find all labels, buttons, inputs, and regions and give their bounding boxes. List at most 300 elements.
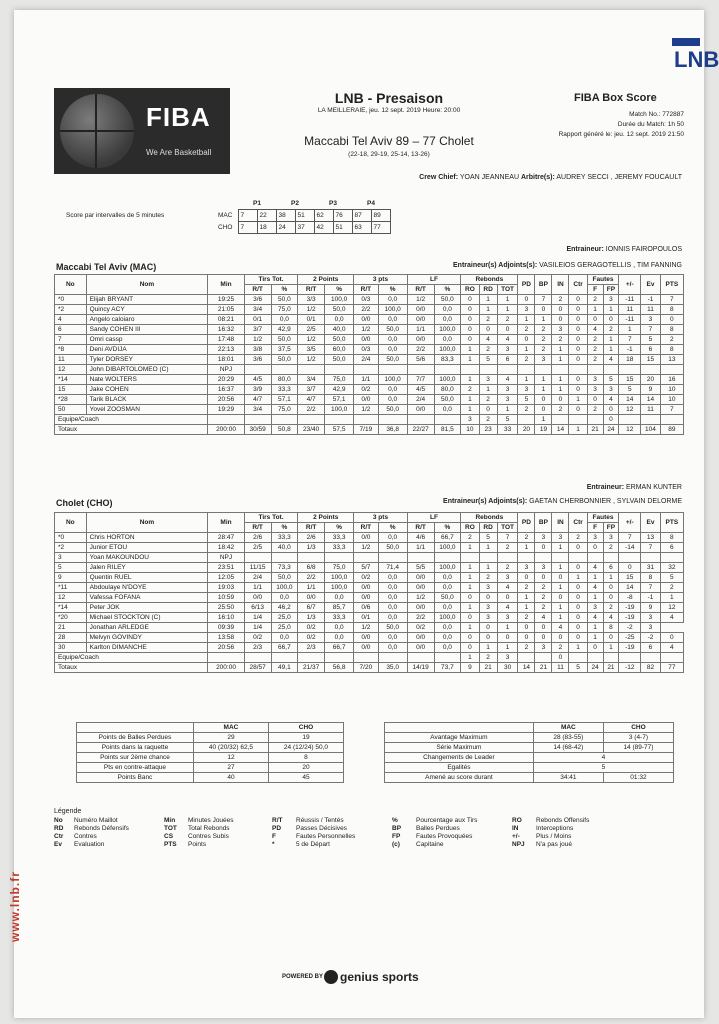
player-stat-cell: 1 xyxy=(552,583,569,593)
player-stat-cell: 0 xyxy=(603,315,619,325)
period-cell: 87 xyxy=(352,210,371,222)
totals-cell: 7/20 xyxy=(354,663,378,673)
player-stat-cell: 0 xyxy=(587,315,603,325)
summary-value: 5 xyxy=(533,763,673,773)
player-stat-cell: -19 xyxy=(619,643,641,653)
col-head-bp: BP xyxy=(535,513,552,533)
player-stat-cell: 2 xyxy=(552,405,569,415)
player-stat-cell: 2 xyxy=(535,603,552,613)
player-stat-cell: -14 xyxy=(619,543,641,553)
player-stat-cell: 18:42 xyxy=(208,543,244,553)
player-stat-cell: 1 xyxy=(603,573,619,583)
player-stat-cell: 0 xyxy=(552,593,569,603)
totals-row xyxy=(55,425,684,435)
player-stat-cell: 40,0 xyxy=(271,543,298,553)
team-coach-label: Equipe/Coach xyxy=(55,653,208,663)
totals-cell: 30/59 xyxy=(244,425,271,435)
totals-label: Totaux xyxy=(55,663,208,673)
player-stat-cell: 1/2 xyxy=(407,295,434,305)
summary-value: 20 xyxy=(268,763,343,773)
legend-desc: Contres Subis xyxy=(188,833,229,840)
player-stat-cell: 2 xyxy=(518,533,535,543)
player-stat-cell: 1 xyxy=(479,295,497,305)
player-stat-cell: 0/0 xyxy=(407,643,434,653)
player-stat-cell: 1 xyxy=(552,603,569,613)
totals-label: Totaux xyxy=(55,425,208,435)
player-stat-cell: 0/3 xyxy=(354,295,378,305)
player-stat-cell: 3/4 xyxy=(298,375,325,385)
totals-cell: 1 xyxy=(569,425,587,435)
team-coach-cell xyxy=(208,415,244,425)
player-stat-cell: 66,7 xyxy=(325,643,354,653)
player-stat-cell: 1/4 xyxy=(244,623,271,633)
legend-desc: Balles Perdues xyxy=(416,825,460,832)
player-stat-cell: 0,0 xyxy=(378,583,407,593)
player-stat-cell: 50,0 xyxy=(378,623,407,633)
summary-value: 29 xyxy=(193,733,268,743)
box-score-sheet xyxy=(8,10,719,1018)
player-stat-cell: 1/1 xyxy=(407,543,434,553)
col-head-fautes: Fautes xyxy=(587,275,619,285)
col-subhead: % xyxy=(434,285,461,295)
team-coach-cell xyxy=(587,415,603,425)
player-stat-cell: 1 xyxy=(603,345,619,355)
player-stat-cell: 2 xyxy=(535,335,552,345)
player-stat-cell: 08:21 xyxy=(208,315,244,325)
player-stat-cell: 1/1 xyxy=(407,325,434,335)
player-stat-cell xyxy=(407,365,434,375)
totals-cell: 77 xyxy=(660,663,683,673)
player-row xyxy=(55,345,684,355)
col-subhead: FP xyxy=(603,285,619,295)
player-stat-cell: 1 xyxy=(518,375,535,385)
player-stat-cell: 0,0 xyxy=(378,335,407,345)
player-name: Sandy COHEN III xyxy=(86,325,208,335)
player-stat-cell: 0/3 xyxy=(354,345,378,355)
player-stat-cell: 0/0 xyxy=(407,315,434,325)
player-stat-cell: 37,5 xyxy=(271,345,298,355)
player-stat-cell: 8 xyxy=(660,305,683,315)
player-stat-cell: 6/8 xyxy=(298,563,325,573)
player-stat-cell: 1 xyxy=(587,633,603,643)
player-stat-cell: 1 xyxy=(497,643,518,653)
player-name: Peter JOK xyxy=(86,603,208,613)
player-stat-cell: 1 xyxy=(569,643,587,653)
player-stat-cell: 4 xyxy=(587,613,603,623)
player-stat-cell: 0/0 xyxy=(354,593,378,603)
player-stat-cell: 0 xyxy=(552,395,569,405)
player-stat-cell: 0 xyxy=(535,405,552,415)
player-stat-cell: NPJ xyxy=(208,553,244,563)
player-stat-cell: 6 xyxy=(55,325,87,335)
player-stat-cell: 16:10 xyxy=(208,613,244,623)
player-name: Tarik BLACK xyxy=(86,395,208,405)
legend-abbr: F xyxy=(272,833,276,840)
summary-value: 8 xyxy=(268,753,343,763)
player-stat-cell: 0 xyxy=(461,643,479,653)
team-coach-cell: 0 xyxy=(552,653,569,663)
player-stat-cell: 0 xyxy=(535,633,552,643)
player-stat-cell: 1 xyxy=(479,305,497,315)
player-stat-cell: 3/7 xyxy=(244,325,271,335)
player-stat-cell: *2 xyxy=(55,305,87,315)
player-stat-cell: 100,0 xyxy=(378,305,407,315)
summary-label: Points dans la raquette xyxy=(77,743,194,753)
team-coach-cell xyxy=(407,653,434,663)
player-stat-cell xyxy=(479,365,497,375)
team-coach-row xyxy=(55,653,684,663)
assist-names: GAETAN CHERBONNIER , SYLVAIN DELORME xyxy=(529,498,682,505)
player-stat-cell: 1 xyxy=(461,345,479,355)
col-subhead: % xyxy=(271,285,298,295)
player-stat-cell: 0 xyxy=(518,633,535,643)
player-stat-cell: 1 xyxy=(497,295,518,305)
team-coach-cell: 0 xyxy=(603,415,619,425)
player-stat-cell: 0 xyxy=(535,573,552,583)
summary-value: 01:32 xyxy=(603,773,673,783)
player-stat-cell: 5 xyxy=(479,533,497,543)
player-stat-cell: 3/6 xyxy=(244,355,271,365)
final-score: Maccabi Tel Aviv 89 – 77 Cholet xyxy=(304,134,474,148)
fiba-logo xyxy=(54,88,230,174)
player-row xyxy=(55,593,684,603)
team-stats-table xyxy=(54,512,684,673)
player-stat-cell xyxy=(569,365,587,375)
period-team: CHO xyxy=(218,224,233,231)
player-stat-cell: 42,9 xyxy=(325,385,354,395)
player-stat-cell xyxy=(325,365,354,375)
col-head-in: IN xyxy=(552,275,569,295)
team-coach-cell: 2 xyxy=(479,653,497,663)
team-coach-cell xyxy=(325,415,354,425)
player-stat-cell: 9 xyxy=(641,603,660,613)
player-stat-cell: 4 xyxy=(660,643,683,653)
player-stat-cell: 18 xyxy=(619,355,641,365)
player-stat-cell: 1 xyxy=(497,405,518,415)
col-subhead: RO xyxy=(461,523,479,533)
player-stat-cell: 1 xyxy=(497,623,518,633)
player-stat-cell: 1 xyxy=(535,385,552,395)
player-stat-cell: 1 xyxy=(461,563,479,573)
player-stat-cell: 1 xyxy=(518,315,535,325)
player-stat-cell: 3 xyxy=(535,643,552,653)
player-stat-cell xyxy=(378,553,407,563)
player-stat-cell: 3 xyxy=(479,375,497,385)
player-stat-cell: 0 xyxy=(660,633,683,643)
player-stat-cell: 3/6 xyxy=(244,295,271,305)
player-stat-cell xyxy=(461,365,479,375)
player-stat-cell: 7 xyxy=(641,543,660,553)
player-stat-cell: 6 xyxy=(641,643,660,653)
player-row xyxy=(55,295,684,305)
player-stat-cell: 0,0 xyxy=(434,633,461,643)
player-stat-cell: 0,0 xyxy=(271,593,298,603)
player-stat-cell: 1 xyxy=(552,563,569,573)
col-head-no: No xyxy=(55,275,87,295)
period-cell: 42 xyxy=(314,222,333,234)
player-stat-cell: 1 xyxy=(518,603,535,613)
player-stat-cell xyxy=(535,365,552,375)
team-coach-cell xyxy=(354,653,378,663)
player-stat-cell: 2 xyxy=(552,335,569,345)
player-stat-cell: 0/2 xyxy=(244,633,271,643)
summary-value: 45 xyxy=(268,773,343,783)
player-stat-cell: 20:56 xyxy=(208,395,244,405)
player-stat-cell: 1/2 xyxy=(354,325,378,335)
period-cell: 51 xyxy=(295,210,314,222)
legend-title: Légende xyxy=(54,808,82,815)
player-stat-cell: 25,0 xyxy=(271,623,298,633)
legend-desc: Réussis / Tentés xyxy=(296,817,344,824)
player-stat-cell: 0 xyxy=(569,295,587,305)
team-coach-cell xyxy=(378,653,407,663)
player-stat-cell: 1/2 xyxy=(354,543,378,553)
player-stat-cell: 100,0 xyxy=(325,583,354,593)
col-subhead: % xyxy=(378,285,407,295)
summary-label: Egalités xyxy=(385,763,534,773)
player-stat-cell: 4 xyxy=(552,623,569,633)
player-stat-cell: 0,0 xyxy=(325,593,354,603)
player-stat-cell: 2 xyxy=(535,345,552,355)
player-stat-cell: 1/2 xyxy=(298,355,325,365)
player-stat-cell: 18:01 xyxy=(208,355,244,365)
player-stat-cell: 75,0 xyxy=(325,563,354,573)
player-stat-cell: 30 xyxy=(55,643,87,653)
summary-row xyxy=(385,763,674,773)
player-stat-cell: 13 xyxy=(660,355,683,365)
player-stat-cell: *28 xyxy=(55,395,87,405)
player-stat-cell xyxy=(407,553,434,563)
player-stat-cell: 3 xyxy=(587,385,603,395)
player-stat-cell: 2/3 xyxy=(244,643,271,653)
period-head: P1 xyxy=(253,200,261,207)
player-stat-cell: 80,0 xyxy=(434,385,461,395)
totals-cell: 14 xyxy=(518,663,535,673)
player-stat-cell: 0/2 xyxy=(407,623,434,633)
period-cell: 38 xyxy=(276,210,295,222)
player-row xyxy=(55,395,684,405)
player-stat-cell: 1/3 xyxy=(298,543,325,553)
referees: AUDREY SECCI , JEREMY FOUCAULT xyxy=(556,174,682,181)
player-stat-cell: 3 xyxy=(479,613,497,623)
team-coach-cell xyxy=(569,653,587,663)
player-stat-cell: 0 xyxy=(569,335,587,345)
col-head-group: LF xyxy=(407,513,461,523)
summary-row xyxy=(77,733,344,743)
player-row xyxy=(55,573,684,583)
player-stat-cell: 2/3 xyxy=(298,643,325,653)
player-stat-cell: 8 xyxy=(603,623,619,633)
player-stat-cell: 4/7 xyxy=(298,395,325,405)
player-stat-cell: 0 xyxy=(479,405,497,415)
player-stat-cell: 2/2 xyxy=(298,405,325,415)
team-coach-cell xyxy=(518,415,535,425)
player-stat-cell: 4 xyxy=(55,315,87,325)
player-stat-cell: 0,0 xyxy=(378,345,407,355)
lnb-logo xyxy=(672,38,719,138)
player-stat-cell: 1 xyxy=(552,375,569,385)
col-head-ev: Ev xyxy=(641,275,660,295)
player-name: Karlton DIMANCHE xyxy=(86,643,208,653)
player-stat-cell: 4 xyxy=(587,583,603,593)
player-stat-cell: 0 xyxy=(461,613,479,623)
legend-abbr: +/- xyxy=(512,833,520,840)
player-stat-cell: 2 xyxy=(518,643,535,653)
team-coach-cell xyxy=(641,415,660,425)
col-head-group: 3 pts xyxy=(354,513,408,523)
player-name: John DIBARTOLOMEO (C) xyxy=(86,365,208,375)
period-cell: 62 xyxy=(314,210,333,222)
player-stat-cell: 3 xyxy=(497,573,518,583)
player-stat-cell: *2 xyxy=(55,543,87,553)
legend-abbr: FP xyxy=(392,833,401,840)
player-name: Junior ETOU xyxy=(86,543,208,553)
player-stat-cell: 50,0 xyxy=(271,335,298,345)
player-stat-cell: 0,0 xyxy=(378,643,407,653)
player-stat-cell: 0,0 xyxy=(378,315,407,325)
player-stat-cell: 100,0 xyxy=(325,295,354,305)
player-stat-cell: 0,0 xyxy=(271,633,298,643)
totals-cell: 200:00 xyxy=(208,425,244,435)
player-stat-cell: 3 xyxy=(479,583,497,593)
team-coach xyxy=(284,484,682,491)
player-stat-cell: 0,0 xyxy=(378,385,407,395)
totals-cell: 21 xyxy=(479,663,497,673)
player-stat-cell: 2 xyxy=(587,335,603,345)
player-stat-cell: 0,0 xyxy=(378,533,407,543)
player-stat-cell: 0 xyxy=(518,295,535,305)
legend-abbr: IN xyxy=(512,825,519,832)
col-subhead: % xyxy=(434,523,461,533)
player-stat-cell: -8 xyxy=(619,593,641,603)
player-stat-cell: 1 xyxy=(603,643,619,653)
player-stat-cell: 1 xyxy=(461,355,479,365)
player-stat-cell: 1 xyxy=(461,583,479,593)
summary-head xyxy=(77,723,194,733)
player-stat-cell: 0 xyxy=(569,355,587,365)
player-stat-cell: 1/2 xyxy=(298,335,325,345)
team-coach-cell xyxy=(298,415,325,425)
player-stat-cell: 0/0 xyxy=(354,533,378,543)
player-stat-cell: 4 xyxy=(587,325,603,335)
player-stat-cell: 2/5 xyxy=(298,325,325,335)
player-name: Tyler DORSEY xyxy=(86,355,208,365)
player-stat-cell: 4 xyxy=(479,335,497,345)
player-stat-cell: 0 xyxy=(569,593,587,603)
quarter-scores: (22-18, 29-19, 25-14, 13-26) xyxy=(348,151,430,158)
player-stat-cell: 100,0 xyxy=(434,563,461,573)
totals-row xyxy=(55,663,684,673)
team-coach-cell xyxy=(354,415,378,425)
player-stat-cell: 0,0 xyxy=(378,593,407,603)
player-stat-cell: 0/0 xyxy=(354,643,378,653)
player-stat-cell: 0 xyxy=(569,623,587,633)
player-stat-cell: 0 xyxy=(461,593,479,603)
player-stat-cell: 1 xyxy=(461,543,479,553)
player-stat-cell: 4/5 xyxy=(407,385,434,395)
player-stat-cell: 0 xyxy=(518,623,535,633)
period-cell: 77 xyxy=(371,222,390,234)
player-stat-cell: 0/0 xyxy=(407,603,434,613)
col-head-fautes: Fautes xyxy=(587,513,619,523)
team-coach-cell xyxy=(603,653,619,663)
period-head: P3 xyxy=(329,200,337,207)
team-coach-cell xyxy=(518,653,535,663)
player-stat-cell: 0 xyxy=(461,633,479,643)
player-stat-cell: -2 xyxy=(619,623,641,633)
period-scores xyxy=(64,198,391,234)
totals-cell: 50,8 xyxy=(271,425,298,435)
player-stat-cell: 0/0 xyxy=(354,315,378,325)
player-stat-cell: 0,0 xyxy=(378,613,407,623)
col-subhead: F xyxy=(587,523,603,533)
summary-label: Avantage Maximum xyxy=(385,733,534,743)
period-cell: 18 xyxy=(257,222,276,234)
player-stat-cell: 15 xyxy=(55,385,87,395)
player-stat-cell: 66,7 xyxy=(434,533,461,543)
player-stat-cell: 0,0 xyxy=(378,295,407,305)
player-stat-cell xyxy=(518,365,535,375)
player-stat-cell: 3 xyxy=(587,533,603,543)
player-stat-cell: 3 xyxy=(535,563,552,573)
player-stat-cell: -2 xyxy=(641,633,660,643)
period-cell: 7 xyxy=(238,210,257,222)
player-row xyxy=(55,633,684,643)
player-stat-cell: 2 xyxy=(535,593,552,603)
player-stat-cell: 42,9 xyxy=(271,325,298,335)
player-stat-cell: 85,7 xyxy=(325,603,354,613)
player-stat-cell xyxy=(271,553,298,563)
totals-cell: 21 xyxy=(587,425,603,435)
team-coach-cell: 1 xyxy=(461,653,479,663)
player-stat-cell: 3 xyxy=(603,385,619,395)
player-stat-cell: 1/3 xyxy=(298,613,325,623)
player-stat-cell xyxy=(587,553,603,563)
player-stat-cell: 33,3 xyxy=(325,533,354,543)
player-stat-cell: -1 xyxy=(619,345,641,355)
col-head-group: Tirs Tot. xyxy=(244,513,298,523)
crew-chief-label: Crew Chief: xyxy=(419,174,459,181)
player-row xyxy=(55,543,684,553)
player-stat-cell: 1/4 xyxy=(244,613,271,623)
player-stat-cell: 7 xyxy=(641,583,660,593)
player-stat-cell: 0 xyxy=(569,633,587,643)
player-stat-cell: 3 xyxy=(55,553,87,563)
legend-desc: Numéro Maillot xyxy=(74,817,118,824)
totals-cell: 21 xyxy=(535,663,552,673)
player-stat-cell: 2 xyxy=(535,325,552,335)
col-subhead: TOT xyxy=(497,285,518,295)
player-stat-cell: 28:47 xyxy=(208,533,244,543)
player-stat-cell: 0/2 xyxy=(298,633,325,643)
player-stat-cell: 100,0 xyxy=(378,375,407,385)
totals-cell: 81,5 xyxy=(434,425,461,435)
player-stat-cell: 0/0 xyxy=(244,593,271,603)
period-head: P4 xyxy=(367,200,375,207)
player-stat-cell: 2 xyxy=(569,533,587,543)
player-stat-cell: *20 xyxy=(55,613,87,623)
player-stat-cell: 1 xyxy=(619,325,641,335)
team-coach-cell xyxy=(569,415,587,425)
player-stat-cell: 0 xyxy=(660,315,683,325)
player-name: Angelo caloiaro xyxy=(86,315,208,325)
player-stat-cell: 2 xyxy=(461,385,479,395)
player-stat-cell: 1 xyxy=(552,613,569,623)
totals-cell: 12 xyxy=(619,425,641,435)
player-stat-cell: 60,0 xyxy=(325,345,354,355)
player-row xyxy=(55,583,684,593)
summary-row xyxy=(385,773,674,783)
